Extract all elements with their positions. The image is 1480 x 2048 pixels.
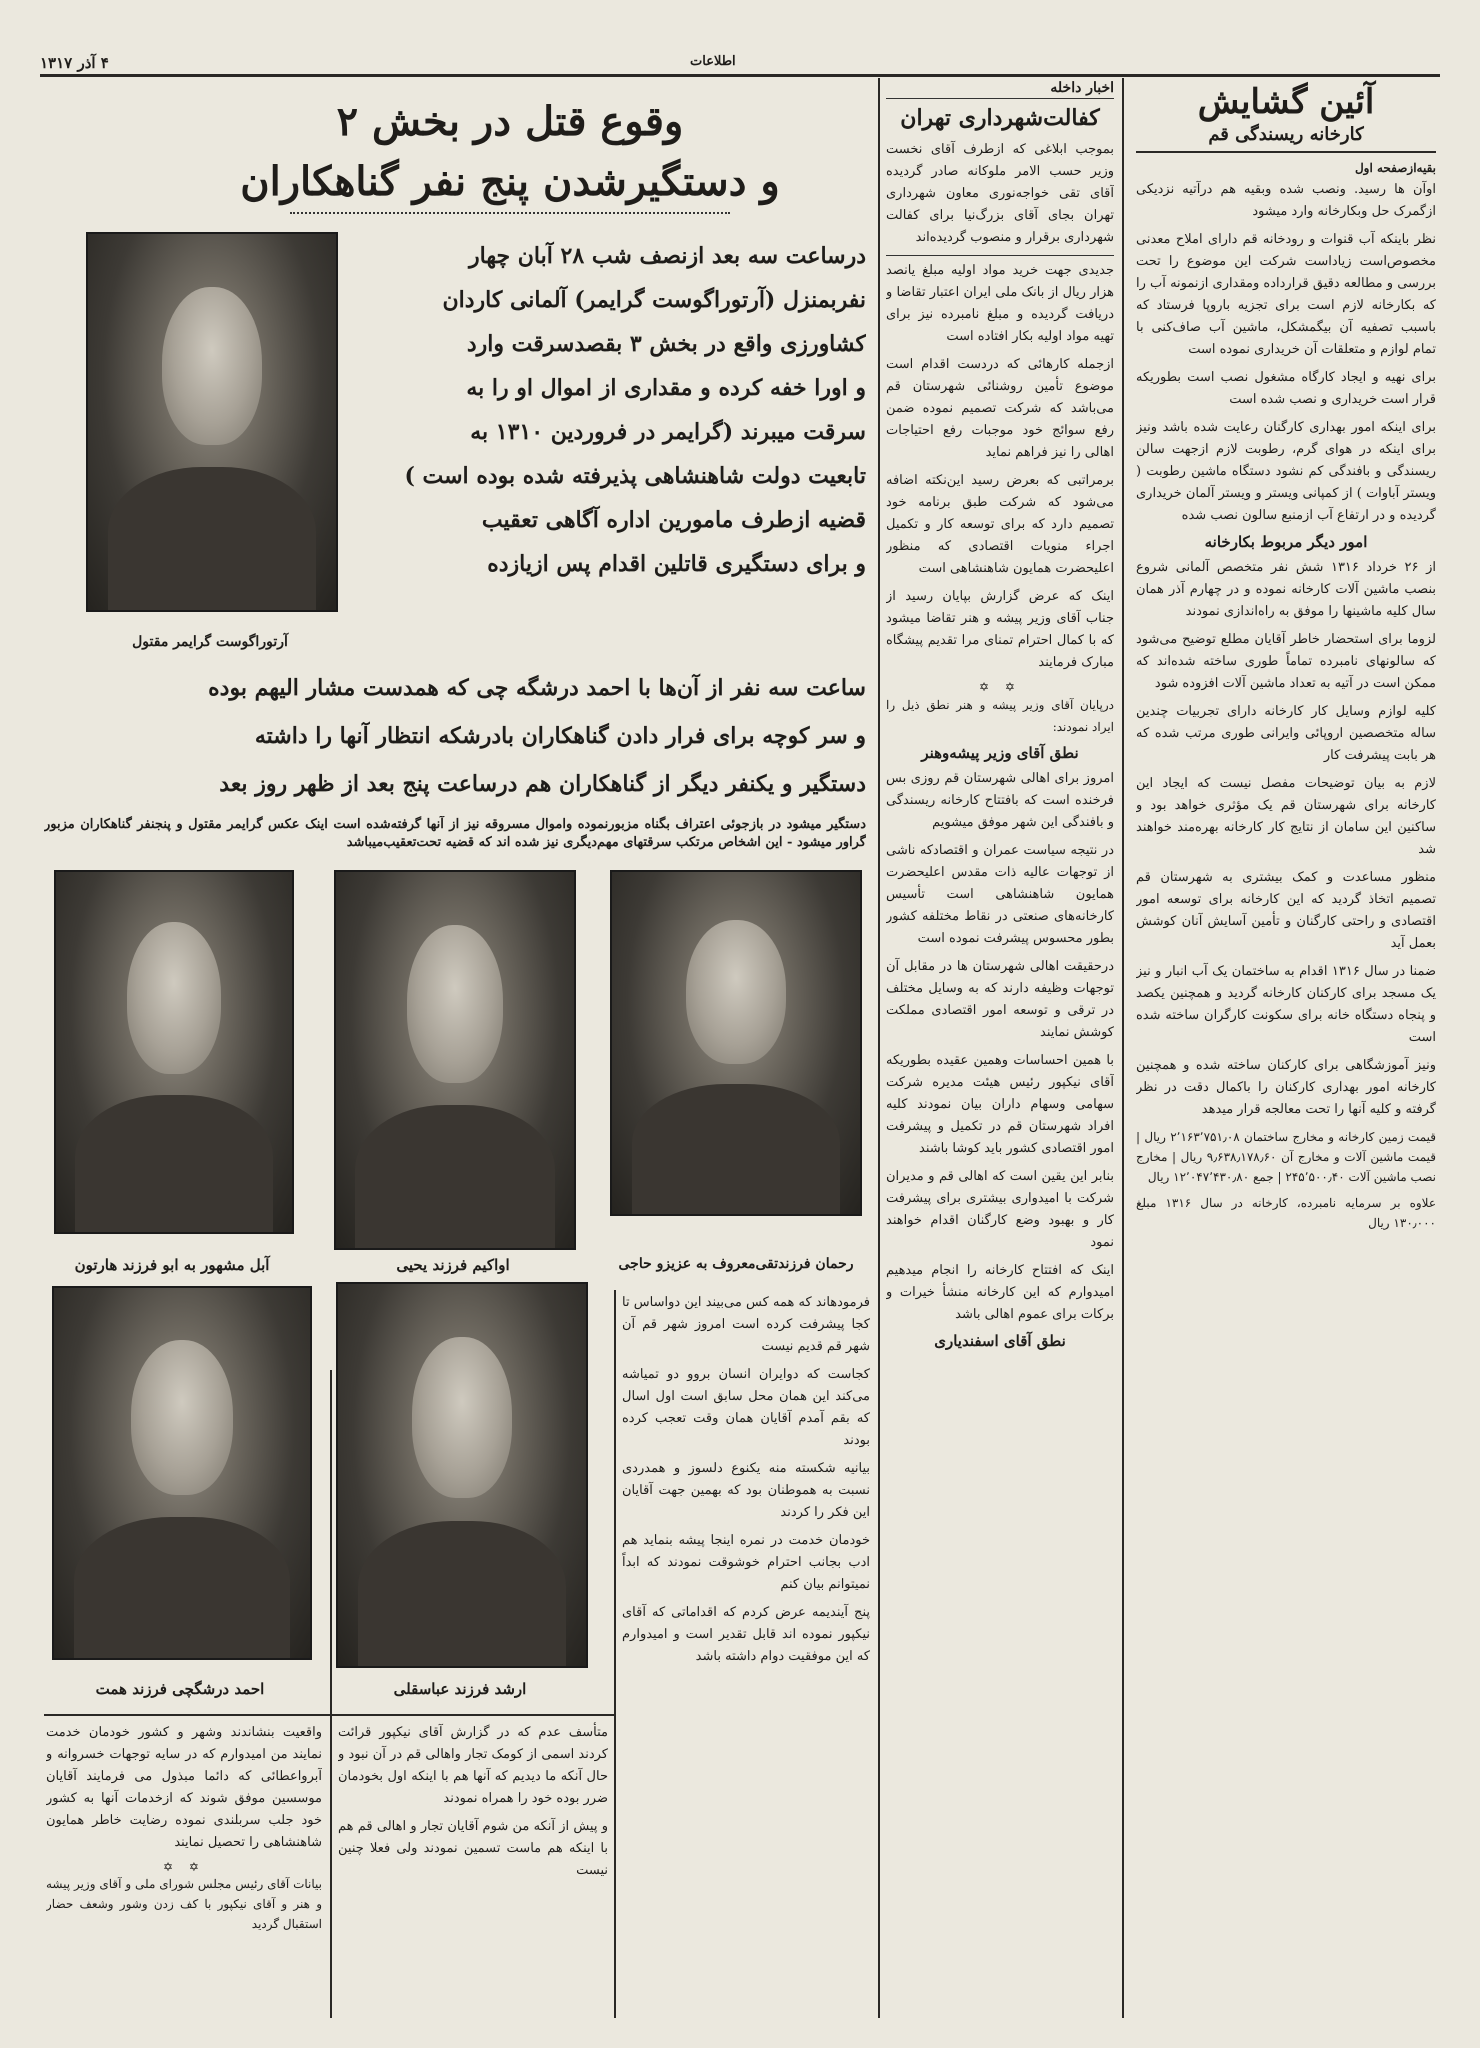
middle-paragraph: درپایان آقای وزیر پیشه و هنر نطق ذیل را ایراد نمودند: bbox=[886, 698, 1114, 734]
suspect-torso-shape bbox=[75, 1095, 273, 1232]
speech1-title: نطق آقای وزیر پیشه‌وهنر bbox=[921, 744, 1079, 762]
column-divider-left-bottom2 bbox=[330, 1370, 332, 2018]
suspect-face-shape bbox=[407, 925, 502, 1083]
victim-caption: آرتوراگوست گرایمر مقتول bbox=[132, 634, 288, 650]
right-title-rule bbox=[1136, 151, 1436, 153]
header-rule bbox=[40, 74, 1440, 77]
main-headline-line1: وقوع قتل در بخش ۲ bbox=[336, 98, 684, 145]
suspect-photo-ahmad bbox=[52, 1286, 312, 1660]
caption-ahmad: احمد درشگچی فرزند همت bbox=[95, 1680, 265, 1698]
suspect-torso-shape bbox=[355, 1105, 555, 1248]
speech1-paragraph: امروز برای اهالی شهرستان قم روزی بس فرخنده است که بافتتاح کارخانه ریسندگی و بافندگی این شهر موفق میشویم bbox=[886, 771, 1114, 830]
stars-divider: ✡ ✡ bbox=[979, 680, 1021, 694]
lead-text-block bbox=[356, 234, 866, 664]
column-divider-middle bbox=[878, 78, 880, 2018]
small-note: دستگیر میشود در بازجوئی اعتراف بگناه مزبورنموده واموال مسروقه نیز از آنها گرفته‌شده است اینک عکس گرایمر مقتول و پنجنفر گناهکاران مزبور گراور میشود - این اشخاص مرتکب سرقتهای مهم‌دیگری نیز شده اند که قضیه تحت‌تعقیب‌میباشد bbox=[44, 817, 866, 850]
lead-line: و برای دستگیری قاتلین اقدام پس ازیازده bbox=[487, 551, 866, 577]
right-section2-paragraph: لزوما برای استحضار خاطر آقایان مطلع توضیح می‌شود که سالونهای نامبرده تماماً طوری ساخته شده‌اند که ممکن است در آتیه به تعداد ماشین آلات افزوده شود bbox=[1136, 632, 1436, 691]
main-headline-line2: و دستگیرشدن پنج نفر گناهکاران bbox=[240, 158, 780, 205]
right-section2-paragraph: ونیز آموزشگاهی برای کارکنان ساخته شده و همچنین کارخانه امور بهداری کارکنان را باکمال دقت در نظر گرفته و کلیه آنها را تحت معالجه قرار میدهد bbox=[1136, 1058, 1436, 1117]
right-section2-paragraph: کلیه لوازم وسایل کار کارخانه دارای تجربیات چندین ساله متخصصین اروپائی وایرانی طوری مرتب شده که هر بابت پیشرفت کار bbox=[1136, 704, 1436, 763]
lead-line: سرقت میبرند (گرایمر در فروردین ۱۳۱۰ به bbox=[470, 419, 866, 445]
section-label: اخبار داخله bbox=[886, 80, 1114, 99]
lead-line: تابعیت دولت شاهنشاهی پذیرفته شده بوده است ) bbox=[404, 463, 866, 489]
suspect-photo-abel bbox=[54, 870, 294, 1234]
caption-abel: آبل مشهور به ابو فرزند هارتون bbox=[74, 1256, 270, 1274]
lead-line: قضیه ازطرف مامورین اداره آگاهی تعقیب bbox=[481, 507, 866, 533]
financial-note: قیمت زمین کارخانه و مخارج ساختمان ۲٬۱۶۳٬۷۵۱٫۰۸ ریال | قیمت ماشین آلات و مخارج آن ۹٫۶۳۸٫۱۷۸٫۶۰ ریال | مخارج نصب ماشین آلات ۲۴۵٬۵۰۰٫۴۰ | جمع ۱۲٬۰۴۷٬۴۳۰٫۸۰ ریال bbox=[1136, 1130, 1436, 1184]
middle-paragraph: جدیدی جهت خرید مواد اولیه مبلغ یانصد هزار ریال از بانک ملی ایران اعتبار تقاضا و دریافت گردیده و مبلغ نامبرده نیز برای تهیه مواد اولیه بکار افتاده است bbox=[886, 263, 1114, 344]
continued-paragraph: کجاست که دوایران انسان بروو دو تمیاشه می‌کند این همان محل سابق است اول اسال که بقم آمدم آقایان همان وقت تعجب کرده بودند bbox=[622, 1367, 870, 1448]
middle-headline: کفالت‌شهرداری تهران bbox=[900, 105, 1100, 131]
suspect-face-shape bbox=[127, 922, 221, 1073]
closing-block bbox=[46, 1722, 322, 2016]
suspect-face-shape bbox=[131, 1340, 233, 1495]
speech1-paragraph: اینک که افتتاح کارخانه را انجام میدهیم امیدوارم که این کارخانه منشأ خیرات و برکات برای عموم اهالی باشد bbox=[886, 1263, 1114, 1322]
caption-avakim: اواکیم فرزند یحیی bbox=[396, 1256, 510, 1274]
right-paragraph: اوآن ها رسید. ونصب شده وبقیه هم درآتیه نزدیکی ازگمرک حل وبکارخانه وارد میشود bbox=[1136, 182, 1436, 219]
victim-face-shape bbox=[162, 287, 261, 445]
headline-dotted-rule bbox=[290, 212, 730, 214]
suspect-photo-rahman bbox=[610, 870, 862, 1216]
right-footer: علاوه بر سرمایه نامبرده، کارخانه در سال ۱۳۱۶ مبلغ ۱۳۰٫۰۰۰ ریال bbox=[1136, 1196, 1436, 1230]
speech2-title: نطق آقای اسفندیاری bbox=[934, 1332, 1066, 1350]
right-section2-paragraph: از ۲۶ خرداد ۱۳۱۶ شش نفر متخصص آلمانی شروع بنصب ماشین آلات کارخانه نموده و در چهارم آذر همان سال کلیه ماشینها را موفق به راه‌اندازی نمودند bbox=[1136, 560, 1436, 619]
caption-rahman: رحمان فرزندتقی‌معروف به عزیزو حاجی bbox=[618, 1256, 854, 1272]
speech1-paragraph: بنابر این یقین است که اهالی قم و مدیران شرکت با امیدواری بیشتری برای پیشرفت کار و بهبود وضع کارگنان اقدام خواهند نمود bbox=[886, 1169, 1114, 1250]
middle-paragraph: ازجمله کارهائی که دردست اقدام است موضوع تأمین روشنائی شهرستان قم می‌باشد که شرکت تصمیم نموده ضمن رفع سوائج خود موجبات رفع احتیاجات اهالی را نیز فراهم نماید bbox=[886, 357, 1114, 460]
suspect-torso-shape bbox=[632, 1084, 840, 1214]
page-header bbox=[40, 54, 1440, 76]
victim-torso-shape bbox=[108, 467, 316, 610]
suspect-torso-shape bbox=[74, 1517, 289, 1658]
lead-line: درساعت سه بعد ازنصف شب ۲۸ آبان چهار bbox=[469, 243, 866, 269]
stars-divider: ✡ ✡ bbox=[163, 1860, 205, 1874]
nikpour-block bbox=[338, 1722, 608, 2016]
middle-paragraph: اینک که عرض گزارش بپایان رسید از جناب آقای وزیر پیشه و هنر تقاضا میشود که با کمال احترام تمنای مرا تقدیم پیشگاه مبارک فرمایند bbox=[886, 589, 1114, 670]
right-section2-paragraph: ضمنا در سال ۱۳۱۶ اقدام به ساختمان یک آب انبار و نیز یک مسجد برای کارکنان کارخانه گردید و همچنین یکصد و پنجاه دستگاه خانه برای سکونت کارگران ساخته شده است bbox=[1136, 964, 1436, 1045]
right-section2-paragraph: منظور مساعدت و کمک بیشتری به شهرستان قم تصمیم اتخاذ گردید که این کارخانه برای توسعه امور اقتصادی و راحتی کارگنان و تأمین آسایش آنان کوشش بعمل آید bbox=[1136, 870, 1436, 951]
suspect-torso-shape bbox=[358, 1521, 566, 1666]
right-column-title: آئین گشایش bbox=[1197, 82, 1375, 122]
bottom-note: بیانات آقای رئیس مجلس شورای ملی و آقای وزیر پیشه و هنر و آقای نیکپور با کف زدن وشور وشعف حضار استقبال گردید bbox=[46, 1877, 322, 1931]
small-note-block bbox=[44, 816, 866, 868]
closing-paragraph: واقعیت بنشاندند وشهر و کشور خودمان خدمت نمایند من امیدوارم که در سایه توجهات خسروانه و آبرواعطائی که دائما مبذول می فرمایند آقایان موسسین موفق شوند که ازخدمات آنها به کشور خود جلب سربلندی نموده رضایت خاطر همایون شاهنشاهی را تحصیل نمایند bbox=[46, 1725, 322, 1850]
wide-line: ساعت سه نفر از آن‌ها با احمد درشگه چی که همدست مشار الیهم بوده bbox=[208, 675, 866, 701]
lead-line: کشاورزی واقع در بخش ۳ بقصدسرقت وارد bbox=[466, 331, 866, 357]
nikpour-paragraph: و پیش از آنکه من شوم آقایان تجار و اهالی قم هم با اینکه هم ماست تسمین نمودند ولی فعلا چنین نیست bbox=[338, 1819, 608, 1878]
column-divider-right bbox=[1122, 78, 1124, 2018]
middle-rule bbox=[886, 255, 1114, 256]
right-paragraph: نظر باینکه آب قنوات و رودخانه قم دارای املاح معدنی مخصوص‌است زیاداست شرکت این موضوع را تحت بررسی و مطالعه دقیق قرارداده ومقداری ازنمونه آب را که بکارخانه لازم است برای تجزیه باروپا فرستاد که باسبب تصفیه آن بیگمشکل، ماشین آب صاف‌کنی با تمام لوازم و متعلقات آن خریداری نموده است bbox=[1136, 232, 1436, 357]
issue-date: ۴ آذر ۱۳۱۷ bbox=[40, 54, 109, 72]
continued-paragraph: بیانیه شکسته منه یکنوع دلسوز و همدردی نسبت به هموطنان بود که بهمین جهت آقایان این فکر را کردند bbox=[622, 1461, 870, 1520]
bottom-rule bbox=[44, 1714, 614, 1716]
caption-arshad: ارشد فرزند عباسقلی bbox=[393, 1680, 527, 1698]
continued-article bbox=[622, 1292, 870, 2014]
right-column bbox=[1136, 80, 1436, 2015]
middle-column bbox=[886, 80, 1114, 2015]
right-paragraph: برای اینکه امور بهداری کارگنان رعایت شده باشد ونیز برای اینکه در هوای گرم، رطوبت لازم ازجهت سالن ریسندگی و بافندگی کم نشود دستگاه ماشین رطوبت ( ویستر آباوات ) از کمپانی ویستر و ویستر آلمان خریداری گردیده و در ارتفاع آب ازمنبع سالون نصب شده bbox=[1136, 420, 1436, 523]
middle-paragraph: برمراتبی که بعرض رسید این‌نکته اضافه می‌شود که شرکت طبق برنامه خود تصمیم دارد که برای توسعه کار و تکمیل اجراء منویات اقتصادی که منظور اعلیحضرت همایون شاهنشاهی است bbox=[886, 473, 1114, 576]
lead-line: نفربمنزل (آرتوراگوست گرایمر) آلمانی کاردان bbox=[442, 287, 866, 313]
continued-paragraph: فرمودهاند که همه کس می‌بیند این دواساس تا کجا پیشرفت کرده است امروز شهر قم آن شهر قم قدیم نیست bbox=[622, 1295, 870, 1354]
right-column-subtitle: کارخانه ریسندگی قم bbox=[1208, 124, 1364, 145]
middle-paragraph: بموجب ابلاغی که ازطرف آقای نخست وزیر حسب الامر ملوکانه صادر گردیده آقای تقی خواجه‌نوری معاون شهرداری تهران بجای آقای بزرگ‌نیا برای کفالت شهرداری برقرار و منصوب گردیده‌اند bbox=[886, 142, 1114, 245]
victim-photo bbox=[86, 232, 338, 612]
right-section2-paragraph: لازم به بیان توضیحات مفصل نیست که ایجاد این کارخانه برای شهرستان قم یک مؤثری خواهد بود و ساکنین این سامان از نتایج کار کارخانه بهره‌مند خواهند شد bbox=[1136, 776, 1436, 857]
suspect-photo-arshad bbox=[336, 1282, 588, 1668]
suspect-photo-avakim bbox=[334, 870, 576, 1250]
lead-line: و اورا خفه کرده و مقداری از اموال او را به bbox=[466, 375, 866, 401]
speech1-paragraph: با همین احساسات وهمین عقیده بطوریکه آقای نیکپور رئیس هیئت مدیره شرکت سهامی وسهام داران بیان نمودند کلیه افراد شهرستان قم در تکمیل و پیشرفت امور اقتصادی کشور باید کوشا باشند bbox=[886, 1053, 1114, 1156]
wide-text-block bbox=[44, 664, 866, 812]
continued-paragraph: پنج آیندیمه عرض کردم که اقداماتی که آقای نیکپور نموده اند قابل تقدیر است و امیدوارم که این موفقیت دوام داشته باشد bbox=[622, 1605, 870, 1664]
continuation-note: بقیه‌ازصفحه اول bbox=[1354, 161, 1436, 175]
suspect-face-shape bbox=[412, 1337, 511, 1497]
column-divider-left-bottom bbox=[614, 1290, 616, 2018]
speech1-paragraph: در نتیجه سیاست عمران و اقتصادکه ناشی از توجهات عالیه ذات مقدس اعلیحضرت همایون شاهنشاهی است تأسیس کارخانه‌های صنعتی در نقاط مختلفه کشور بطور محسوس پیشرفت نموده است bbox=[886, 843, 1114, 946]
right-section2-title: امور دیگر مربوط بکارخانه bbox=[1204, 533, 1368, 551]
suspect-face-shape bbox=[686, 920, 785, 1064]
nikpour-paragraph: متأسف عدم که در گزارش آقای نیکپور قرائت کردند اسمی از کومک تجار واهالی قم در آن نبود و حال آنکه ما دیدیم که آنها هم با اینکه اول بخودمان ضرر بوده خود را همراه نمودند bbox=[338, 1725, 608, 1806]
speech1-paragraph: درحقیقت اهالی شهرستان ها در مقابل آن توجهات وظیفه دارند که به وسایل مختلف در ترقی و توسعه امور اقتصادی مملکت کوشش نمایند bbox=[886, 959, 1114, 1040]
wide-line: و سر کوچه برای فرار دادن گناهکاران بادرشکه انتظار آنها را داشته bbox=[254, 723, 866, 749]
continued-paragraph: خودمان خدمت در نمره اینجا پیشه بنماید هم ادب بجانب احترام خوشوقت نمودند که ابداً نمیتوانم بیان کنم bbox=[622, 1533, 870, 1592]
right-paragraph: برای نهیه و ایجاد کارگاه مشغول نصب است بطوریکه قرار است خریداری و نصب شده است bbox=[1136, 370, 1436, 407]
wide-line: دستگیر و یکنفر دیگر از گناهکاران هم درساعت پنج بعد از ظهر روز بعد bbox=[219, 771, 866, 797]
paper-name: اطلاعات bbox=[690, 54, 736, 69]
